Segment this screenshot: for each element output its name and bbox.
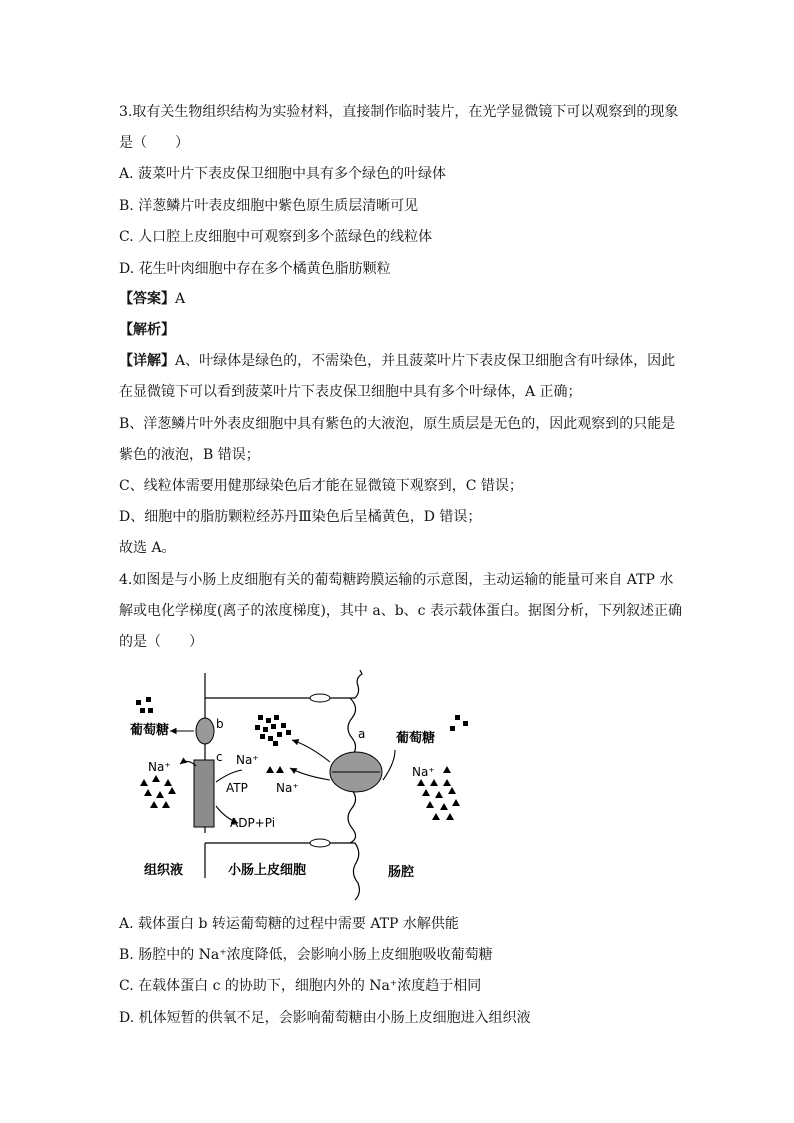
label-intestinal-lumen: 肠腔	[388, 865, 415, 880]
q3-option-b: B. 洋葱鳞片叶表皮细胞中紫色原生质层清晰可见	[119, 198, 419, 214]
answer-tag: 【答案】	[119, 291, 175, 307]
carrier-protein-c	[194, 760, 214, 827]
q3-stem-line1: 3.取有关生物组织结构为实验材料，直接制作临时装片，在光学显微镜下可以观察到的现象	[119, 104, 679, 120]
label-a: a	[358, 727, 366, 741]
q4-option-b: B. 肠腔中的 Na⁺浓度降低，会影响小肠上皮细胞吸收葡萄糖	[119, 947, 493, 963]
q3-detail-line6: D、细胞中的脂肪颗粒经苏丹Ⅲ染色后呈橘黄色，D 错误；	[119, 509, 482, 525]
q4-option-a: A. 载体蛋白 b 转运葡萄糖的过程中需要 ATP 水解供能	[119, 916, 459, 932]
label-c: c	[216, 750, 223, 764]
carrier-protein-b	[196, 718, 214, 744]
q4-stem-line1: 4.如图是与小肠上皮细胞有关的葡萄糖跨膜运输的示意图，主动运输的能量可来自 ATP 水	[119, 572, 674, 588]
q4-option-d: D. 机体短暂的供氧不足，会影响葡萄糖由小肠上皮细胞进入组织液	[119, 1010, 531, 1026]
label-atp: ATP	[226, 781, 248, 795]
tight-junction-bottom	[310, 839, 330, 847]
q3-detail-line4: 紫色的液泡，B 错误；	[119, 447, 260, 463]
label-tissue-fluid: 组织液	[144, 863, 184, 878]
answer-value: A	[175, 291, 186, 307]
q3-detail-line1	[119, 351, 675, 371]
q3-option-a: A. 菠菜叶片下表皮保卫细胞中具有多个绿色的叶绿体	[119, 166, 447, 182]
glucose-transport-figure	[130, 668, 470, 904]
q3-detail-line7: 故选 A。	[119, 540, 176, 556]
detail-text: A、叶绿体是绿色的，不需染色，并且菠菜叶片下表皮保卫细胞含有叶绿体，因此	[175, 353, 676, 369]
q3-detail-line2: 在显微镜下可以看到菠菜叶片下表皮保卫细胞中具有多个叶绿体，A 正确；	[119, 384, 582, 400]
q3-stem-line2: 是（ ）	[119, 135, 189, 151]
q3-detail-line3: B、洋葱鳞片叶外表皮细胞中具有紫色的大液泡，原生质层是无色的，因此观察到的只能是	[119, 416, 676, 432]
label-adp: ADP+Pi	[230, 816, 276, 830]
q4-stem-line3: 的是（ ）	[119, 634, 203, 650]
q3-option-c: C. 人口腔上皮细胞中可观察到多个蓝绿色的线粒体	[119, 229, 433, 245]
label-epithelial-cell: 小肠上皮细胞	[228, 863, 307, 878]
label-glucose-left: 葡萄糖	[130, 723, 170, 738]
analysis-tag: 【解析】	[119, 322, 175, 338]
label-na-mid1: Na⁺	[236, 753, 259, 767]
label-glucose-right: 葡萄糖	[396, 731, 436, 746]
q4-option-c: C. 在载体蛋白 c 的协助下，细胞内外的 Na⁺浓度趋于相同	[119, 978, 482, 994]
label-na-mid2: Na⁺	[276, 781, 299, 795]
q3-option-d: D. 花生叶肉细胞中存在多个橘黄色脂肪颗粒	[119, 261, 391, 277]
tight-junction-top	[310, 694, 330, 702]
label-b: b	[216, 717, 224, 731]
label-na-right: Na⁺	[412, 765, 435, 779]
q3-detail-line5: C、线粒体需要用健那绿染色后才能在显微镜下观察到，C 错误；	[119, 478, 523, 494]
label-na-left: Na⁺	[148, 760, 171, 774]
detail-tag: 【详解】	[119, 353, 175, 369]
q4-stem-line2: 解或电化学梯度(离子的浓度梯度)，其中 a、b、c 表示载体蛋白。据图分析，下列叙述正确	[119, 603, 682, 619]
q3-answer	[119, 289, 185, 309]
